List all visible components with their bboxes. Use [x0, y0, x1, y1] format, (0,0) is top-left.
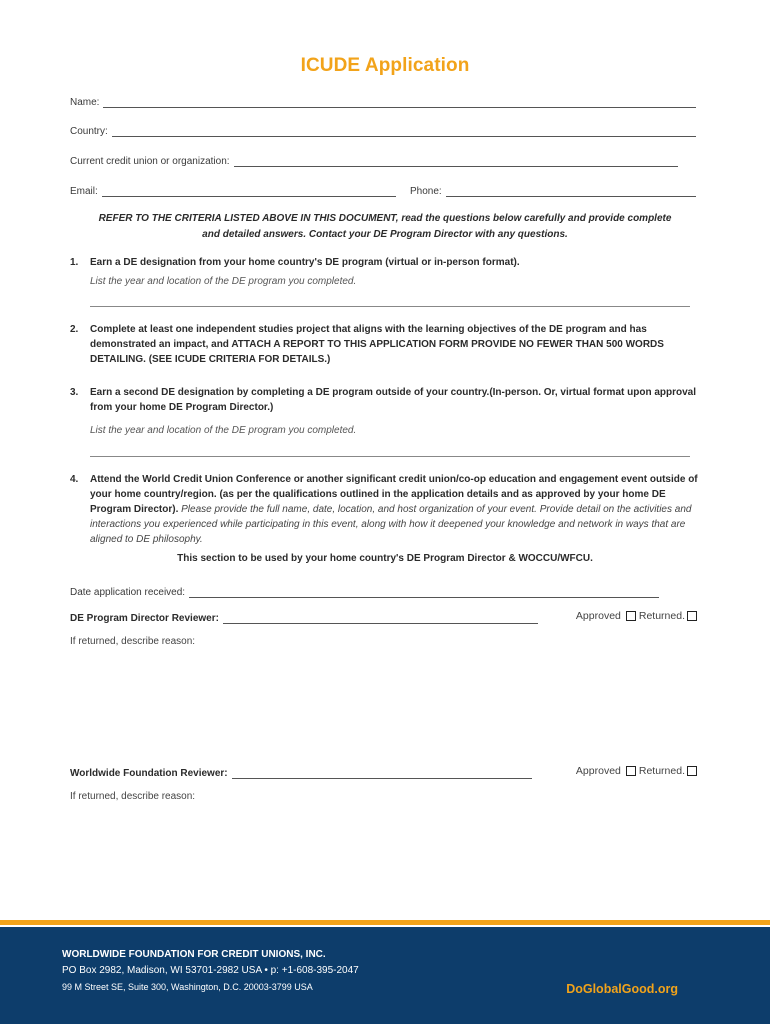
item-number: 4. — [70, 474, 79, 485]
item-text: Complete at least one independent studies project that aligns with the learning objectives of the DE program and has demonstrated an impact, and ATTACH A REPORT TO THIS APPLICATION FORM PROVIDE NO FEWER THAN 500 WORDS DETAILING. (SEE ICUDE CRITERIA FOR DETAILS.) — [90, 324, 664, 365]
date-received-field[interactable] — [70, 584, 659, 598]
item-subtext: List the year and location of the DE program you completed. — [90, 276, 357, 287]
name-field[interactable] — [70, 94, 696, 108]
country-line[interactable] — [112, 126, 696, 137]
de-review-status — [576, 610, 700, 622]
criteria-item-2 — [70, 322, 700, 367]
footer-website-link[interactable]: DoGlobalGood.org — [566, 982, 678, 996]
organization-line[interactable] — [234, 156, 678, 167]
wf-return-reason-label: If returned, describe reason: — [70, 791, 196, 802]
de-reviewer-field[interactable] — [70, 610, 538, 624]
de-reviewer-label: DE Program Director Reviewer: — [70, 613, 219, 624]
criteria-item-3 — [70, 385, 700, 438]
answer-line-3[interactable] — [90, 455, 690, 457]
phone-field[interactable] — [410, 183, 696, 197]
footer — [0, 927, 770, 1024]
approved-checkbox[interactable] — [626, 611, 636, 621]
criteria-item-1 — [70, 255, 700, 289]
returned-label: Returned. — [638, 765, 685, 777]
instructions-text: REFER TO THE CRITERIA LISTED ABOVE IN THIS DOCUMENT, read the questions below carefully and provide complete and detailed answers. Contact your DE Program Director with any questions. — [98, 213, 672, 240]
wf-reviewer-field[interactable] — [70, 765, 532, 779]
name-label: Name: — [70, 97, 100, 108]
item-text: Earn a second DE designation by completing a DE program outside of your country.(In-person. Or, virtual format upon approval from your home DE Program Director.) — [90, 387, 697, 413]
returned-label: Returned. — [638, 610, 685, 622]
footer-address-2: 99 M Street SE, Suite 300, Washington, D.C. 20003-3799 USA — [62, 982, 313, 992]
criteria-item-4 — [70, 472, 700, 547]
section-note: This section to be used by your home country's DE Program Director & WOCCU/WFCU. — [177, 553, 593, 564]
date-received-line[interactable] — [189, 587, 659, 598]
approved-label: Approved — [575, 765, 621, 777]
email-line[interactable] — [102, 186, 396, 197]
de-reviewer-line[interactable] — [223, 613, 538, 624]
organization-field[interactable] — [70, 153, 678, 167]
page-title: ICUDE Application — [300, 55, 470, 76]
footer-address-1: PO Box 2982, Madison, WI 53701-2982 USA • p: +1-608-395-2047 — [62, 965, 359, 976]
phone-line[interactable] — [446, 186, 696, 197]
wf-reviewer-label: Worldwide Foundation Reviewer: — [70, 768, 228, 779]
answer-line-1[interactable] — [90, 305, 690, 307]
item-text: Earn a DE designation from your home country's DE program (virtual or in-person format). — [90, 257, 520, 268]
wf-review-status — [576, 765, 700, 777]
item-number: 1. — [70, 257, 79, 268]
approved-label: Approved — [575, 610, 621, 622]
footer-org-name: WORLDWIDE FOUNDATION FOR CREDIT UNIONS, INC. — [62, 949, 326, 960]
returned-checkbox[interactable] — [687, 766, 697, 776]
email-label: Email: — [70, 186, 98, 197]
name-line[interactable] — [103, 97, 696, 108]
organization-label: Current credit union or organization: — [70, 156, 230, 167]
item-number: 2. — [70, 324, 79, 335]
approved-checkbox[interactable] — [626, 766, 636, 776]
wf-reviewer-line[interactable] — [232, 768, 532, 779]
email-field[interactable] — [70, 183, 396, 197]
date-received-label: Date application received: — [70, 587, 186, 598]
footer-accent-band — [0, 920, 770, 925]
phone-label: Phone: — [410, 186, 442, 197]
de-return-reason-label: If returned, describe reason: — [70, 636, 196, 647]
item-number: 3. — [70, 387, 79, 398]
returned-checkbox[interactable] — [687, 611, 697, 621]
item-detail: Please provide the full name, date, location, and host organization of your event. Provide detail on the activities and interactions you experienced while participating in this event, along with how it deepened your knowledge and network in ways that are aligned to DE philosophy. — [90, 504, 692, 545]
country-label: Country: — [70, 126, 108, 137]
country-field[interactable] — [70, 123, 696, 137]
item-subtext: List the year and location of the DE program you completed. — [90, 425, 357, 436]
item-text: Attend the World Credit Union Conference or another significant credit union/co-op education and engagement event outside of your home country/region. (as per the qualifications outlined in the application details and as approved by your home DE Program Director). — [90, 474, 698, 515]
